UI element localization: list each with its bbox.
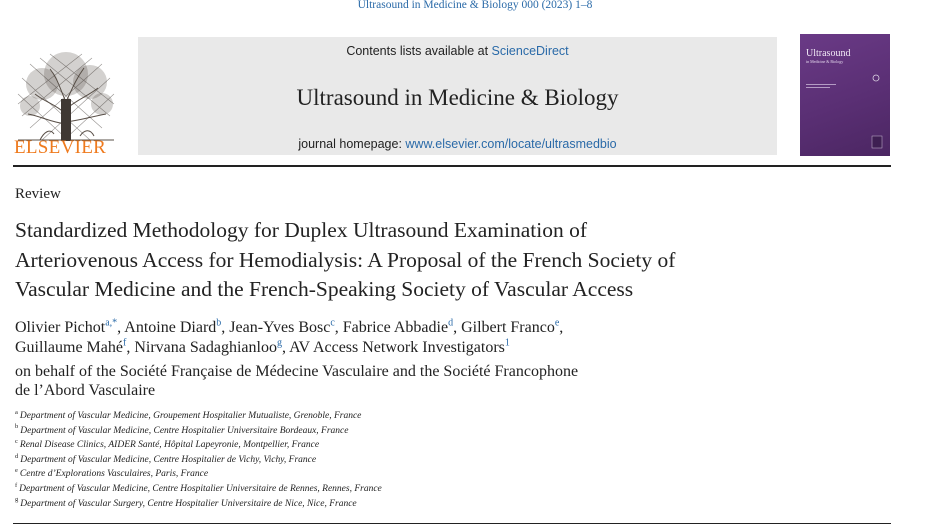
affiliation-text: Centre d’Explorations Vasculaires, Paris, France bbox=[19, 469, 209, 480]
author-name[interactable]: Guillaume Mahé bbox=[15, 339, 123, 356]
title-line: Vascular Medicine and the French-Speaking Society of Vascular Access bbox=[15, 277, 634, 301]
contents-prefix: Contents lists available at bbox=[346, 44, 492, 58]
affiliation-item bbox=[15, 482, 915, 497]
footer-divider bbox=[13, 523, 891, 524]
homepage-line bbox=[138, 137, 777, 151]
author-name[interactable]: Nirvana Sadaghianloo bbox=[134, 339, 277, 356]
affiliation-text: Department of Vascular Surgery, Centre Hospitalier Universitaire de Nice, Nice, France bbox=[20, 498, 357, 509]
affiliation-item bbox=[15, 409, 915, 424]
affiliation-text: Department of Vascular Medicine, Centre Hospitalier de Vichy, Vichy, France bbox=[20, 454, 317, 465]
affiliation-letter: d bbox=[15, 452, 19, 460]
contents-line bbox=[138, 44, 777, 58]
author-separator: , bbox=[126, 339, 135, 356]
title-line: Arteriovenous Access for Hemodialysis: A Proposal of the French Society of bbox=[15, 247, 676, 272]
on-behalf-line: de l’Abord Vasculaire bbox=[15, 382, 156, 399]
affiliation-text: Department of Vascular Medicine, Centre Hospitalier Universitaire de Rennes, Rennes, France bbox=[19, 483, 382, 494]
author-affiliation-sup[interactable]: d bbox=[448, 317, 454, 329]
affiliation-letter: b bbox=[15, 423, 19, 431]
affiliation-item bbox=[15, 453, 915, 468]
author-separator: , bbox=[117, 319, 125, 336]
article-title bbox=[15, 216, 915, 305]
author-separator: , bbox=[281, 339, 290, 356]
affiliation-item bbox=[15, 467, 915, 482]
on-behalf-line: on behalf of the Société Française de Médecine Vasculaire and the Société Francophone bbox=[15, 363, 579, 380]
author-name[interactable]: AV Access Network Investigators bbox=[289, 339, 505, 356]
affiliation-letter: e bbox=[15, 467, 18, 475]
title-line: Standardized Methodology for Duplex Ultrasound Examination of bbox=[15, 218, 588, 242]
author-name[interactable]: Antoine Diard bbox=[124, 319, 217, 336]
author-separator: , bbox=[334, 319, 343, 336]
affiliation-letter: c bbox=[15, 438, 18, 446]
author-affiliation-sup[interactable]: b bbox=[216, 317, 222, 329]
author-name[interactable]: Fabrice Abbadie bbox=[342, 319, 449, 336]
article-type: Review bbox=[15, 186, 61, 202]
cover-subtitle: in Medicine & Biology bbox=[806, 59, 844, 64]
cover-title: Ultrasound bbox=[806, 48, 851, 59]
author-affiliation-sup[interactable]: c bbox=[330, 317, 335, 329]
author-affiliation-sup[interactable]: a,* bbox=[105, 317, 118, 329]
sciencedirect-link[interactable]: ScienceDirect bbox=[491, 44, 569, 58]
author-line bbox=[15, 338, 925, 358]
affiliation-item bbox=[15, 424, 915, 439]
on-behalf-statement bbox=[15, 362, 915, 400]
journal-homepage-link[interactable]: www.elsevier.com/locate/ultrasmedbio bbox=[405, 137, 617, 151]
affiliation-text: Department of Vascular Medicine, Groupement Hospitalier Mutualiste, Grenoble, France bbox=[19, 411, 362, 421]
affiliation-text: Renal Disease Clinics, AIDER Santé, Hôpital Lapeyronie, Montpellier, France bbox=[19, 440, 320, 451]
author-affiliation-sup[interactable]: f bbox=[122, 337, 127, 349]
author-separator: , bbox=[453, 319, 462, 336]
author-name[interactable]: Jean-Yves Bosc bbox=[229, 319, 331, 336]
affiliation-text: Department of Vascular Medicine, Centre Hospitalier Universitaire Bordeaux, France bbox=[20, 425, 349, 436]
author-separator: , bbox=[559, 319, 564, 336]
affiliation-letter: g bbox=[15, 496, 19, 504]
author-separator: , bbox=[221, 319, 230, 336]
affiliation-item bbox=[15, 497, 915, 512]
journal-citation[interactable]: Ultrasound in Medicine & Biology 000 (2023) 1–8 bbox=[357, 0, 593, 11]
affiliation-letter: f bbox=[15, 481, 18, 489]
author-line bbox=[15, 318, 925, 338]
affiliation-list bbox=[15, 409, 915, 511]
affiliation-item bbox=[15, 438, 915, 453]
author-affiliation-sup[interactable]: g bbox=[276, 337, 282, 349]
homepage-prefix: journal homepage: bbox=[298, 137, 406, 151]
author-name[interactable]: Gilbert Franco bbox=[461, 319, 555, 336]
affiliation-letter: a bbox=[15, 408, 18, 416]
author-name[interactable]: Olivier Pichot bbox=[15, 319, 106, 336]
header-divider bbox=[13, 165, 891, 167]
author-list bbox=[15, 318, 925, 358]
author-affiliation-sup[interactable]: 1 bbox=[504, 337, 510, 349]
journal-title: Ultrasound in Medicine & Biology bbox=[296, 85, 619, 110]
publisher-wordmark[interactable]: ELSEVIER bbox=[14, 137, 107, 158]
author-affiliation-sup[interactable]: e bbox=[554, 317, 560, 329]
